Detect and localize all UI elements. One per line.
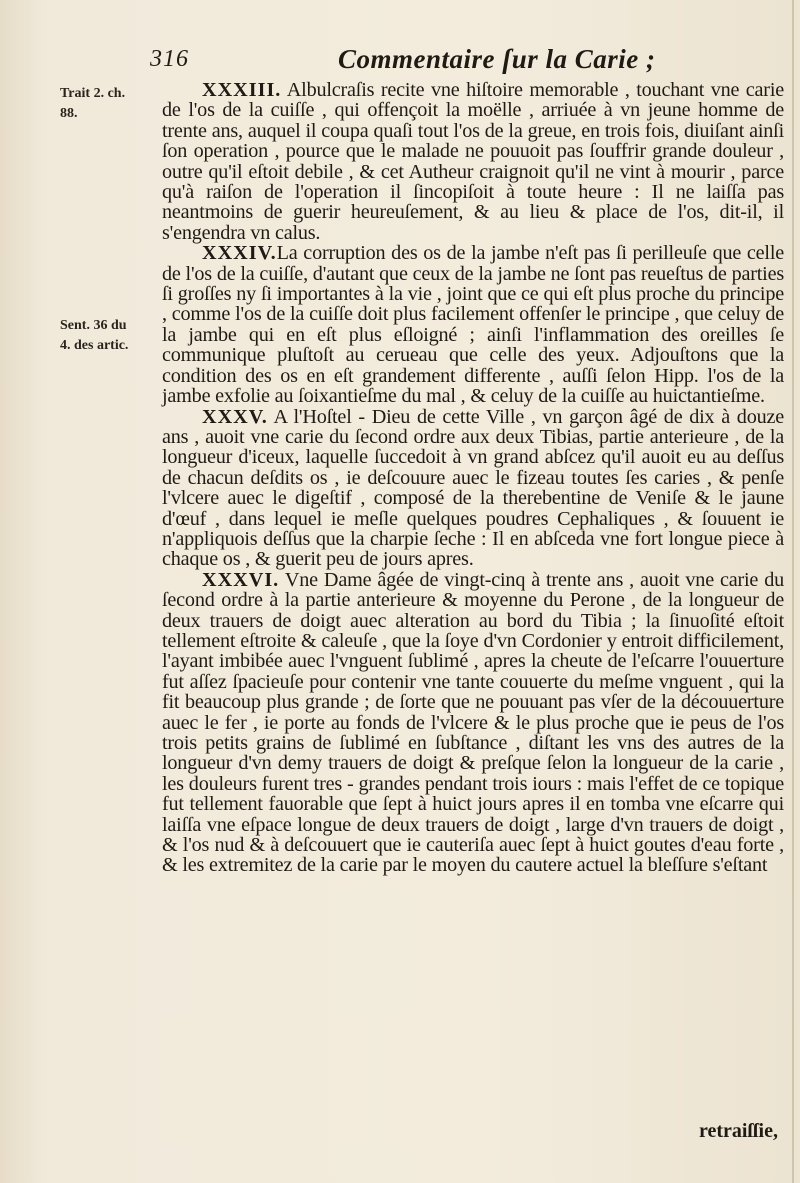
paragraph bbox=[162, 243, 784, 406]
page-number: 316 bbox=[150, 46, 189, 72]
margin-note-citation bbox=[60, 316, 170, 356]
paragraph-text: A l'Hoſtel - Dieu de cette Ville , vn garçon âgé de dix à douze ans , auoit vne carie du ſecond ordre aux deux Tibias, partie anterieure , de la longueur d'iceux, laquelle ſuccedoit à vn grand abſcez qu'il auoit eu au deſſus de chacun deſdits os , ie deſcouure auec le fizeau toutes ſes caries , & penſe l'vlcere auec le digeſtif , composé de la therebentine de Veniſe & le jaune d'œuf , dans lequel ie meſle quelques poudres Cephaliques , & ſouuent ie n'appliquois deſſus que la charpie ſeche : Il en abſceda vne fort longue piece à chaque os , & guerit peu de jours apres. bbox=[162, 405, 784, 571]
catchword: retraiſſie, bbox=[698, 1120, 778, 1142]
paragraph bbox=[162, 80, 784, 243]
paragraph-number: XXXV. bbox=[202, 405, 268, 428]
paragraph-number: XXXIII. bbox=[202, 79, 282, 101]
margin-note-line: Sent. 36 du bbox=[60, 318, 127, 333]
body-text bbox=[162, 80, 784, 876]
running-title: Commentaire ſur la Carie ; bbox=[338, 44, 656, 74]
paragraph-number: XXXIV. bbox=[202, 242, 277, 265]
margin-note-line: Trait 2. ch. bbox=[60, 86, 126, 101]
paragraph-text: Vne Dame âgée de vingt-cinq à trente ans , auoit vne carie du ſecond ordre à la partie anterieure & moyenne du Perone , de la longueur de deux trauers de doigt auec alteration au bord du Tibia ; la ſinuoſité eſtoit tellement eſtroite & caleuſe , que la ſoye d'vn Cordonier y entroit difficilement, l'ayant imbibée auec l'vnguent ſublimé , apres la cheute de l'eſcarre l'ouuerture fut aſſez ſpacieuſe pour contenir vne tante couuerte du meſme vnguent , qui la fit beaucoup plus grande ; de ſorte que ne pouuant pas vſer de la découuerture auec le fer , ie porte au fonds de l'vlcere & le plus proche que ie peus de l'os trois petits grains de ſublimé en ſubſtance , diſtant les vns des autres de la longueur d'vn demy trauers de doigt & preſque ſelon la longueur de la carie , les douleurs furent tres - grandes pendant trois iours : mais l'effet de ce topique fut tellement fauorable que ſept à huict jours apres il en tomba vne eſcarre qui laiſſa vne eſpace longue de deux trauers de doigt , large d'vn trauers de doigt , & l'os nud & à deſcouuert que ie cauteriſa auec ſept à huict goutes d'eau forte , & les extremitez de la carie par le moyen du cautere actuel la bleſſure s'eſtant bbox=[162, 568, 784, 877]
page-edge-line bbox=[792, 0, 794, 1183]
paragraph-text: Albulcraſis recite vne hiſtoire memorable , touchant vne carie de l'os de la cuiſſe , qui offençoit la moëlle , arriuée à vn jeune homme de trente ans, auquel il coupa quaſi tout l'os de la greue, en trois fois, diuiſant ainſi ſon operation , pource que le malade ne pouuoit pas ſouffrir grande douleur , outre qu'il eſtoit debile , & cet Autheur craignoit qu'il ne vint à mourir , parce qu'à raiſon de l'operation il ſincopiſoit à toute heure : Il ne laiſſa pas neantmoins de guerir heureuſement, & au lieu & place de l'os, dit-il, il s'engendra vn calus. bbox=[162, 79, 784, 244]
paragraph bbox=[162, 407, 784, 570]
margin-note-line: 4. des artic. bbox=[60, 338, 129, 353]
paragraph-number: XXXVI. bbox=[202, 568, 280, 591]
paragraph-text: La corruption des os de la jambe n'eſt pas ſi perilleuſe que celle de l'os de la cuiſſe, d'autant que ceux de la jambe ne ſont pas reueſtus de parties ſi groſſes ny ſi importantes à la vie , joint que ce qui eſt plus proche du principe , comme l'os de la cuiſſe doit plus facilement offenſer le principe , que celuy de la jambe qui en eſt plus eſloigné ; ainſi l'inflammation des oreilles ſe communique pluſtoſt au cerueau que celle des yeux. Adjouſtons que la condition des os en eſt grandement differente , auſſi ſelon Hipp. l'os de la jambe exfolie au ſoixantieſme du mal , & celuy de la cuiſſe au huictantieſme. bbox=[162, 242, 784, 408]
page-header bbox=[150, 44, 790, 84]
margin-note-citation bbox=[60, 84, 170, 124]
margin-note-line: 88. bbox=[60, 106, 78, 121]
paragraph bbox=[162, 570, 784, 876]
